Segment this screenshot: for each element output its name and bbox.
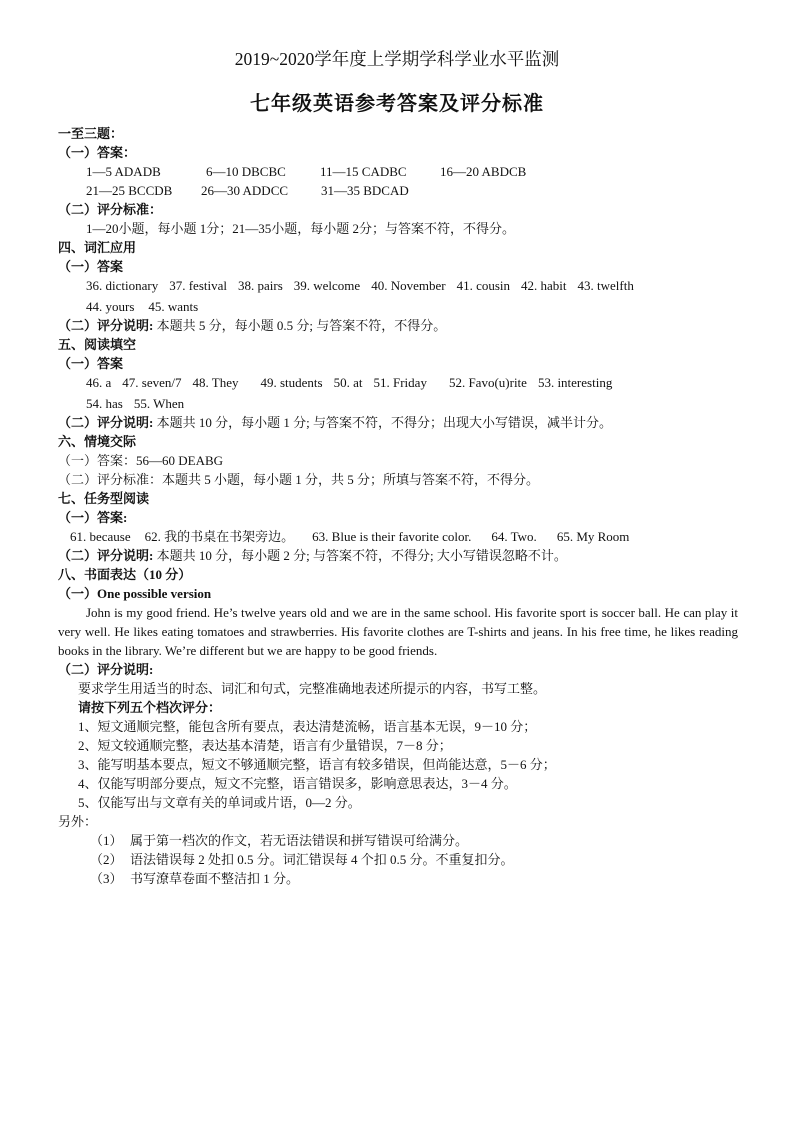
scoring-level: 1、短文通顺完整，能包含所有要点，表达清楚流畅，语言基本无误，9－10 分； [78,719,537,734]
answer-group: 21—25 BCCDB [86,183,173,198]
answer-item: 54. has [86,396,123,411]
answer-group: 26—30 ADDCC [201,183,289,198]
answer-item: 37. festival [169,278,227,293]
answer-item: 63. Blue is their favorite color. [312,529,472,544]
answer-group: 6—10 DBCBC [206,164,286,179]
answer-item: 55. When [133,396,185,411]
answer-group: 31—35 BDCAD [321,183,409,198]
answer-item: 48. They [192,375,239,390]
answer-item: 65. My Room [556,529,630,544]
section-7-scoring-note [58,546,748,565]
scoring-level: 5、仅能写出与文章有关的单词或片语，0—2 分。 [78,795,361,810]
section-1-3-answers-row-2 [58,181,748,200]
scoring-level: 4、仅能写明部分要点，短文不完整，语言错误多，影响意思表达，3－4 分。 [78,776,517,791]
scoring-note-text: 本题共 10 分，每小题 1 分; 与答案不符，不得分；出现大小写错误，减半计分。 [156,415,612,430]
sample-essay: John is my good friend. He’s twelve years old and we are in the same school. His favorite sport is soccer ball. He can play it very well. He likes eating tomatoes and strawberries. His favorite clothes are T-shirts and jeans. In his free time, he likes reading books in the library. We’re different but we are happy to be good friends. [58,605,738,658]
section-7-heading: 七、任务型阅读 [58,491,150,506]
section-7-answer-label: （一）答案: [58,510,128,525]
section-4-scoring-note [58,316,748,335]
extra-note-number: （2） [90,852,123,867]
answer-item: 49. students [260,375,323,390]
section-6-answer-line: （一）答案：56—60 DEABG [58,453,224,468]
section-1-3-answers-row-1 [58,162,748,181]
scoring-level: 3、能写明基本要点，短文不够通顺完整，语言有较多错误，但尚能达意，5－6 分； [78,757,556,772]
answer-item: 42. habit [521,278,567,293]
answer-content [58,124,748,888]
answer-item: 61. because [70,529,131,544]
extra-note [58,869,748,888]
answer-item: 39. welcome [293,278,361,293]
answer-item: 41. cousin [456,278,511,293]
answer-item: 38. pairs [237,278,283,293]
section-5-heading: 五、阅读填空 [58,337,137,352]
answer-item: 43. twelfth [577,278,634,293]
answer-item: 53. interesting [537,375,613,390]
extra-note-text: 语法错误每 2 处扣 0.5 分。词汇错误每 4 个扣 0.5 分。不重复扣分。 [130,852,514,867]
answer-key-title: 七年级英语参考答案及评分标准 [250,93,544,115]
answer-group: 1—5 ADADB [86,164,161,179]
section-5-scoring-note [58,413,748,432]
extra-note-text: 书写潦草卷面不整洁扣 1 分。 [130,871,300,886]
answer-item: 64. Two. [491,529,537,544]
answer-item: 50. at [333,375,363,390]
answer-item: 47. seven/7 [122,375,182,390]
section-4-answers-row-1 [58,276,748,295]
section-5-answers-row-2 [58,394,748,413]
answer-item: 40. November [371,278,446,293]
answer-item: 46. a [86,375,112,390]
answer-group: 11—15 CADBC [320,164,407,179]
section-7-answers-row [58,527,748,546]
answer-item: 36. dictionary [86,278,159,293]
answer-group: 16—20 ABDCB [440,164,527,179]
section-8-extra-label: 另外： [58,814,98,829]
answer-item: 62. 我的书桌在书架旁边。 [144,529,295,544]
extra-note-number: （1） [90,833,123,848]
scoring-note-label: （二）评分说明: [58,548,154,563]
answer-item: 44. yours [86,299,135,314]
extra-note-text: 属于第一档次的作文，若无语法错误和拼写错误可给满分。 [130,833,469,848]
scoring-note-text: 本题共 5 分，每小题 0.5 分; 与答案不符，不得分。 [156,318,447,333]
scoring-note-label: （二）评分说明: [58,415,154,430]
section-5-answers-row-1 [58,373,748,392]
section-6-scoring-line: （二）评分标准：本题共 5 小题，每小题 1 分，共 5 分；所填与答案不符，不得分。 [58,472,540,487]
answer-item: 51. Friday [373,375,427,390]
scoring-level: 2、短文较通顺完整，表达基本清楚，语言有少量错误，7－8 分； [78,738,452,753]
scoring-note-text: 本题共 10 分，每小题 2 分; 与答案不符，不得分; 大小写错误忽略不计。 [156,548,567,563]
extra-note-number: （3） [90,871,123,886]
extra-note [58,831,748,850]
section-1-3-scoring-text: 1—20小题，每小题 1分；21—35小题，每小题 2分；与答案不符，不得分。 [86,221,516,236]
section-4-answer-label: （一）答案 [58,259,124,274]
section-1-3-scoring-label: （二）评分标准： [58,202,163,217]
answer-item: 52. Favo(u)rite [448,375,527,390]
section-8-levels-label: 请按下列五个档次评分： [78,700,222,715]
section-8-version-label: （一）One possible version [58,586,212,601]
section-8-requirement: 要求学生用适当的时态、词汇和句式，完整准确地表述所提示的内容，书写工整。 [78,681,547,696]
section-4-heading: 四、词汇应用 [58,240,137,255]
section-8-scoring-label: （二）评分说明: [58,662,154,677]
section-6-heading: 六、情境交际 [58,434,137,449]
scoring-note-label: （二）评分说明: [58,318,154,333]
section-1-3-heading: 一至三题： [58,126,124,141]
section-8-heading: 八、书面表达（10 分） [58,567,192,582]
section-5-answer-label: （一）答案 [58,356,124,371]
section-4-answers-row-2 [58,297,748,316]
exam-title: 2019~2020学年度上学期学科学业水平监测 [234,49,560,69]
answer-item: 45. wants [148,299,199,314]
section-1-3-answer-label: （一）答案： [58,145,137,160]
extra-note [58,850,748,869]
